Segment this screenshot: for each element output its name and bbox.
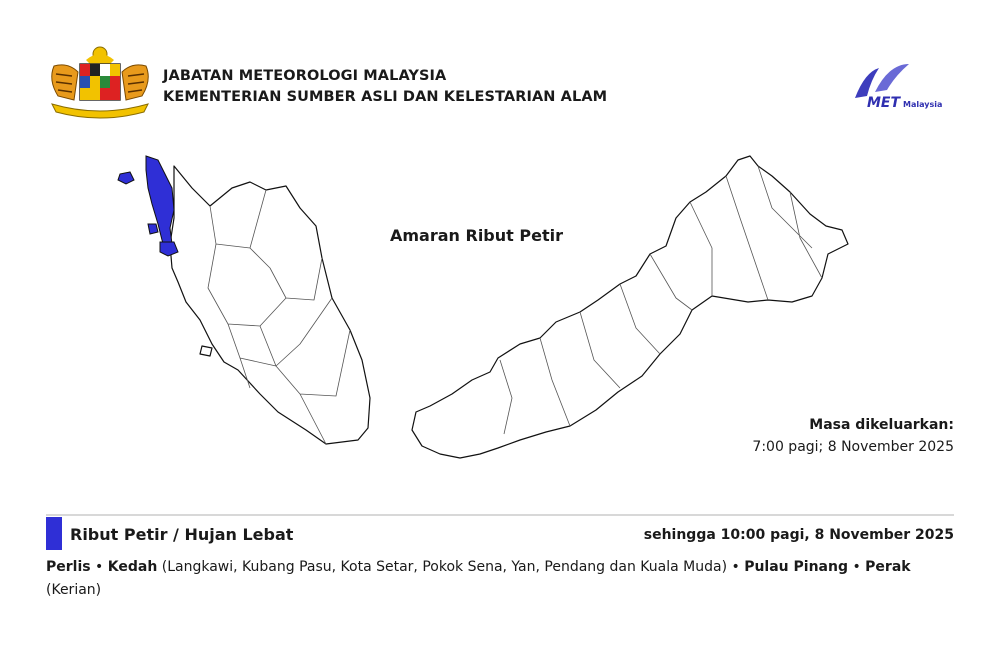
alert-valid-until: sehingga 10:00 pagi, 8 November 2025 [643,527,954,543]
area-districts-perak: (Kerian) [46,582,102,598]
peninsular-malaysia [170,166,370,444]
map-title: Amaran Ribut Petir [390,226,563,245]
alert-title: Ribut Petir / Hujan Lebat [70,525,294,544]
area-state-kedah: Kedah [107,559,158,575]
area-separator: • [95,559,104,575]
warning-area-perlis-kedah [146,156,174,252]
warning-area-pulau-pinang [148,224,158,234]
alert-color-indicator [46,517,62,550]
warning-area-langkawi [118,172,134,184]
met-logo-met-text: MET [867,95,901,111]
penang-island [200,346,212,356]
area-state-pulau-pinang: Pulau Pinang [744,559,848,575]
area-separator: • [731,559,740,575]
borneo-malaysia [412,156,848,458]
coat-of-arms-logo [44,44,156,120]
ministry-name: KEMENTERIAN SUMBER ASLI DAN KELESTARIAN ALAM [163,89,608,105]
issued-label: Masa dikeluarkan: [809,417,954,433]
organization-name [163,66,607,108]
met-logo-malaysia-text: Malaysia [903,100,943,109]
issued-time: 7:00 pagi; 8 November 2025 [752,439,954,455]
department-name: JABATAN METEOROLOGI MALAYSIA [163,68,447,84]
section-divider [46,514,954,516]
area-state-perlis: Perlis [46,559,91,575]
area-separator: • [852,559,861,575]
issued-time-block [752,414,954,458]
affected-areas [46,556,956,602]
area-state-perak: Perak [865,559,911,575]
area-districts-kedah: (Langkawi, Kubang Pasu, Kota Setar, Pokok Sena, Yan, Pendang dan Kuala Muda) [161,559,728,575]
met-malaysia-logo [845,60,957,112]
